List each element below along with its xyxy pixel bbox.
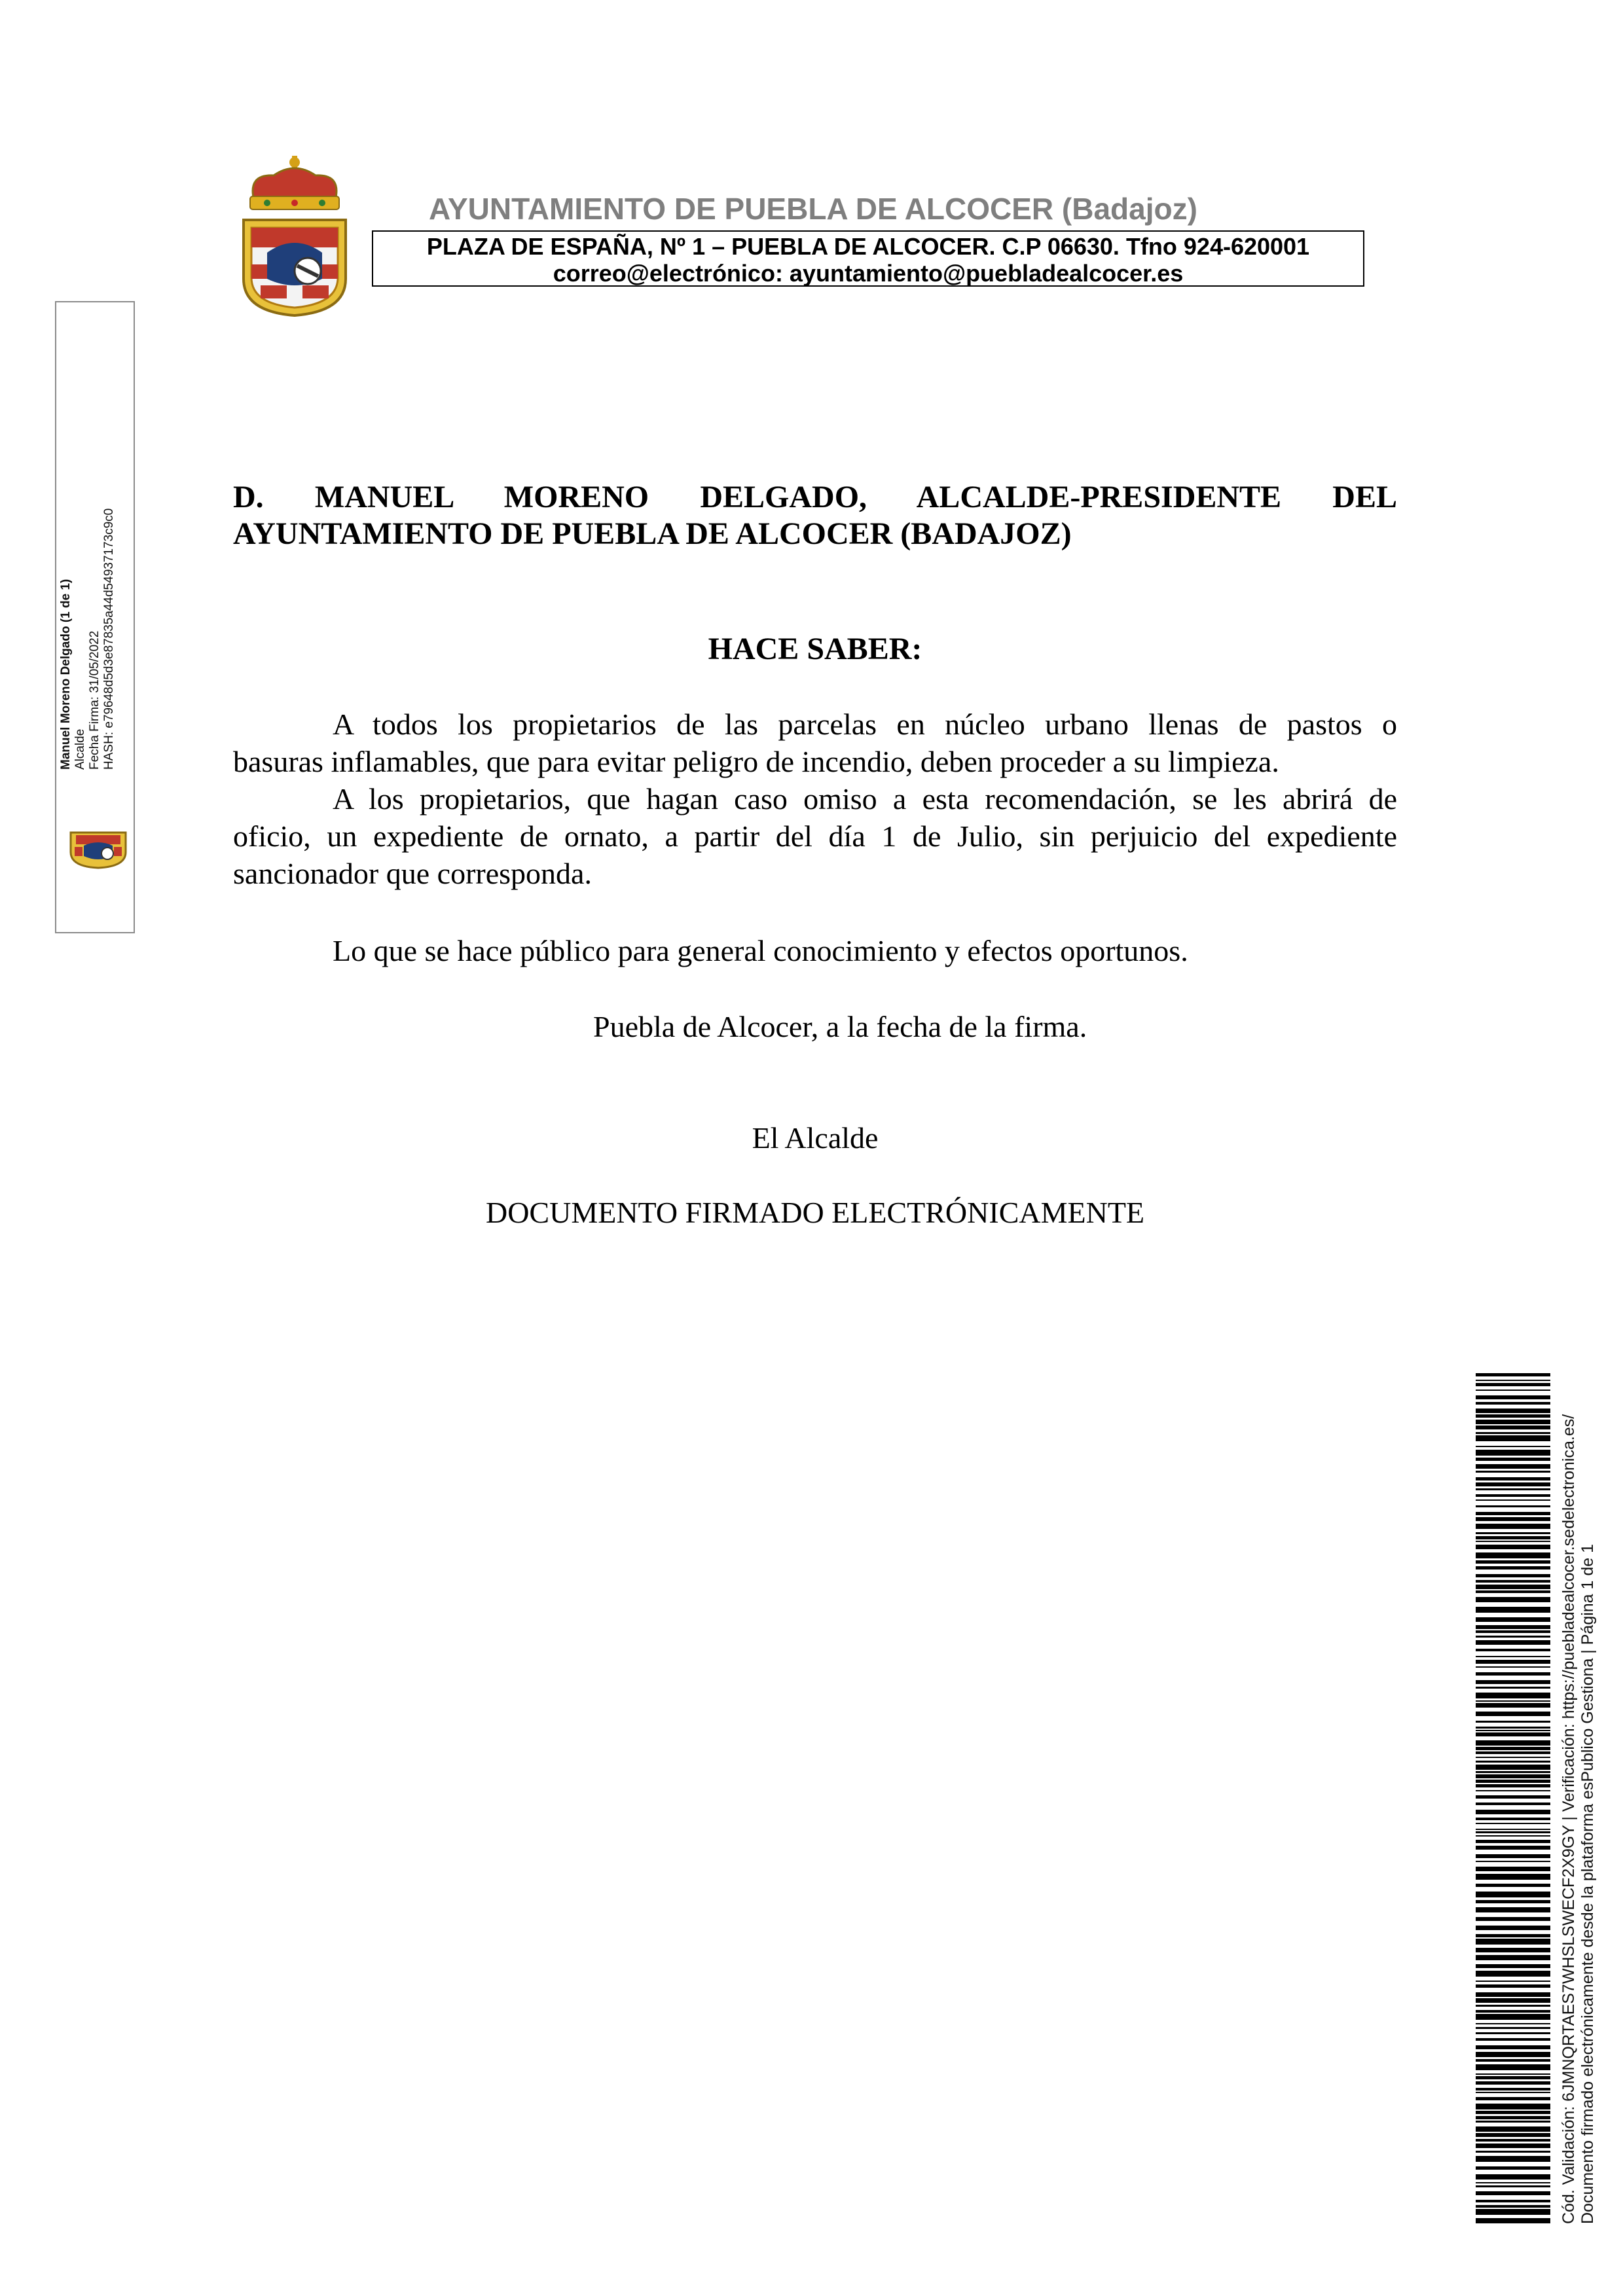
stamp-hash: HASH: e79648d5d3e87835a44d54937173c9c0 xyxy=(102,508,116,770)
verification-text xyxy=(1559,1414,1597,2224)
stamp-role: Alcalde xyxy=(73,728,87,770)
paragraph-3-line-1: Lo que se hace público para general conocimiento y efectos oportunos. xyxy=(333,934,1188,967)
title-line-2: AYUNTAMIENTO DE PUEBLA DE ALCOCER (BADAJOZ) xyxy=(233,516,1072,551)
verification-line-2: Documento firmado electrónicamente desde la plataforma esPublico Gestiona | Página 1 de 1 xyxy=(1578,1543,1597,2224)
municipality-name: AYUNTAMIENTO DE PUEBLA DE ALCOCER (Badajoz) xyxy=(429,192,1197,226)
place-date: Puebla de Alcocer, a la fecha de la firma. xyxy=(593,1010,1087,1043)
paragraph-2-line-1: A los propietarios, que hagan caso omiso a esta recomendación, se les abrirá de xyxy=(333,782,1397,816)
paragraph-1-line-2: basuras inflamables, que para evitar peligro de incendio, deben proceder a su limpieza. xyxy=(233,745,1279,778)
signed-note: DOCUMENTO FIRMADO ELECTRÓNICAMENTE xyxy=(485,1196,1145,1229)
paragraph-1-line-1: A todos los propietarios de las parcelas en núcleo urbano llenas de pastos o xyxy=(333,708,1397,741)
paragraph-2-line-2: oficio, un expediente de ornato, a partir del día 1 de Julio, sin perjuicio del expediente xyxy=(233,819,1397,853)
verification-line-1: Cód. Validación: 6JMNQRTAES7WHSLSWECF2X9GY | Verificación: https://puebladealcocer.sedelectronica.es/ xyxy=(1559,1414,1578,2224)
title-line-1: D. MANUEL MORENO DELGADO, ALCALDE-PRESIDENTE DEL xyxy=(233,480,1397,514)
signer-title: El Alcalde xyxy=(752,1121,879,1155)
signature-stamp-text xyxy=(59,509,117,770)
address-box xyxy=(372,230,1364,287)
coat-of-arms-icon xyxy=(234,154,355,318)
heading-hace-saber: HACE SABER: xyxy=(708,632,922,666)
paragraph-1 xyxy=(233,706,1397,780)
address-line: PLAZA DE ESPAÑA, Nº 1 – PUEBLA DE ALCOCER. C.P 06630. Tfno 924-620001 xyxy=(426,233,1310,260)
barcode-icon xyxy=(1476,1373,1550,2224)
stamp-signer: Manuel Moreno Delgado (1 de 1) xyxy=(59,579,73,770)
document-title xyxy=(233,479,1397,552)
email-line: correo@electrónico: ayuntamiento@puebladealcocer.es xyxy=(553,260,1184,287)
paragraph-3 xyxy=(233,932,1397,969)
stamp-coat-of-arms-icon xyxy=(67,826,130,869)
paragraph-2-line-3: sancionador que corresponda. xyxy=(233,857,592,890)
paragraph-2 xyxy=(233,780,1397,892)
stamp-date: Fecha Firma: 31/05/2022 xyxy=(88,630,101,770)
